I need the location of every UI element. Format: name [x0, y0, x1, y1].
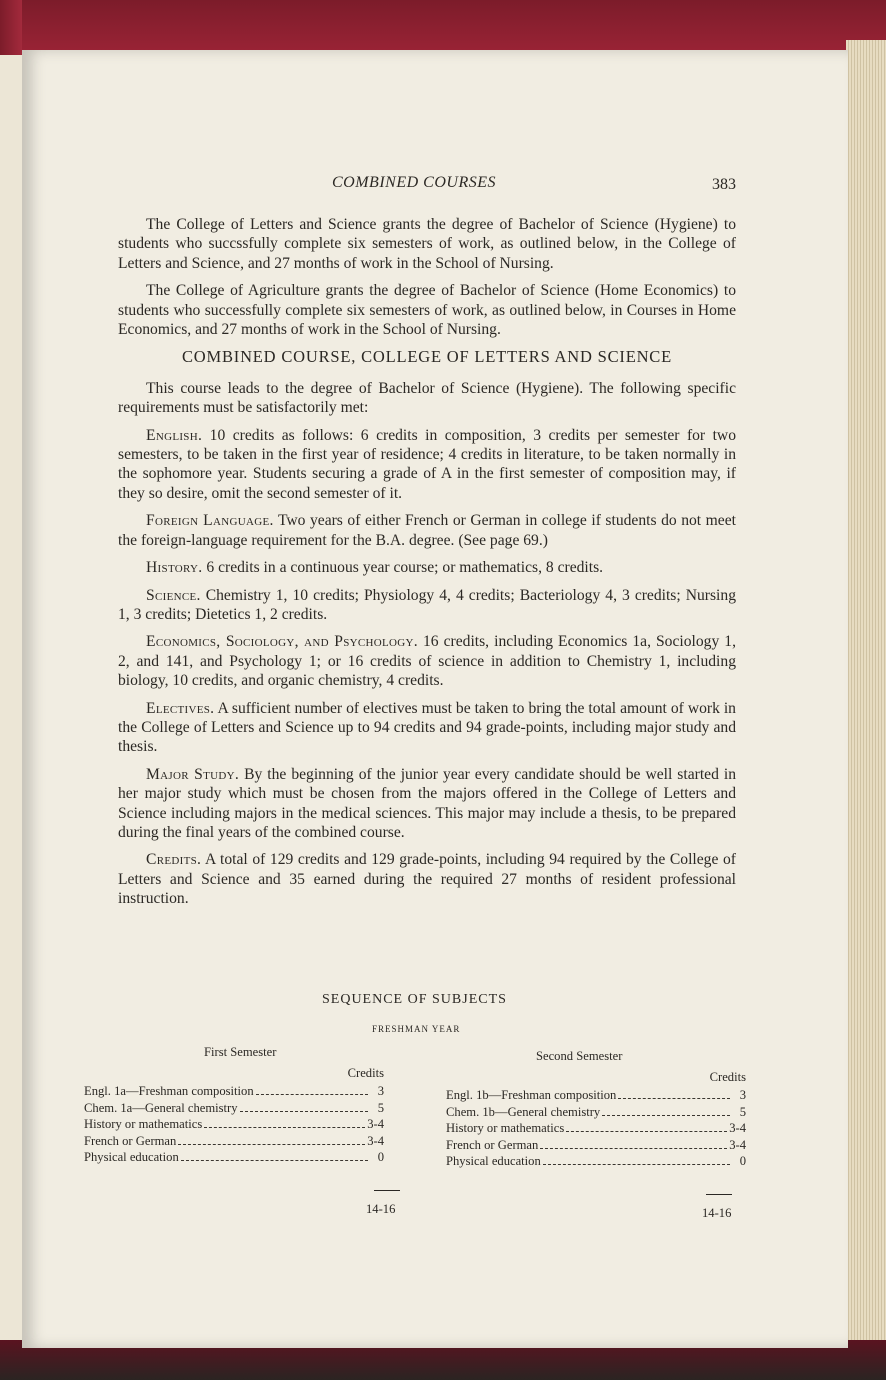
leader-dots — [618, 1098, 730, 1099]
course-name: Engl. 1b—Freshman composition — [446, 1088, 617, 1102]
course-row — [446, 1087, 746, 1104]
running-head: COMBINED COURSES — [332, 174, 496, 191]
leader-dots — [256, 1094, 368, 1095]
requirement-text: A sufficient number of electives must be taken to bring the total amount of work in the College of Letters and Science up to 94 credits and 94 grade-points, including major study and thesis. — [118, 699, 736, 756]
course-credits: 3-4 — [367, 1117, 384, 1131]
requirement-label: Major Study. — [146, 765, 240, 783]
requirement-history — [118, 558, 736, 577]
requirement-electives — [118, 699, 736, 757]
course-name: Physical education — [446, 1154, 541, 1168]
leader-dots — [240, 1111, 368, 1112]
second-semester-column — [446, 1048, 746, 1170]
requirement-text: By the beginning of the junior year every candidate should be well started in her major study which must be chosen from the majors offered in the College of Letters and Science including majors in the medical sciences. This major may include a thesis, to be prepared during the final years of the combined course. — [118, 765, 736, 841]
course-row — [446, 1153, 746, 1170]
leader-dots — [602, 1115, 730, 1116]
course-credits: 3-4 — [367, 1133, 384, 1148]
paragraph: The College of Agriculture grants the degree of Bachelor of Science (Home Economics) to students who successfully complete six semesters of work, as outlined below, in Courses in Home Economics, and 27 months of work in the School of Nursing. — [118, 282, 736, 339]
course-name: Chem. 1b—General chemistry — [446, 1104, 601, 1119]
course-row — [84, 1149, 384, 1166]
requirement-major-study — [118, 765, 736, 843]
requirement-label: History. — [146, 559, 203, 577]
requirement-label: Foreign Language. — [146, 512, 274, 530]
semester-heading: Second Semester — [536, 1049, 623, 1063]
first-semester-column — [84, 1044, 384, 1166]
first-semester-total: 14-16 — [366, 1202, 396, 1216]
course-credits: 3-4 — [729, 1121, 746, 1135]
requirement-text: 16 credits, including Economics 1a, Sociology 1, 2, and 141, and Psychology 1; or 16 credits of science in addition to Chemistry 1, including biology, 10 credits, and organic chemistry, 4 credits. — [118, 633, 736, 690]
requirement-label: English. — [146, 426, 203, 444]
requirement-text: Chemistry 1, 10 credits; Physiology 4, 4 credits; Bacteriology 4, 3 credits; Nursing 1, 3 credits; Dietetics 1, 2 credits. — [118, 586, 736, 623]
page-edges — [846, 40, 886, 1350]
page-body — [118, 215, 736, 917]
course-row — [446, 1104, 746, 1121]
course-name: Engl. 1a—Freshman composition — [84, 1084, 254, 1098]
requirement-economics — [118, 632, 736, 690]
book-page — [22, 50, 848, 1348]
leader-dots — [543, 1164, 730, 1165]
course-name: French or German — [446, 1137, 539, 1152]
requirement-text: Two years of either French or German in college if students do not meet the foreign-language requirement for the B.A. degree. (See page 69.) — [118, 512, 736, 549]
credits-header: Credits — [709, 1069, 746, 1084]
page-number: 383 — [712, 176, 736, 193]
requirement-label: Credits. — [146, 851, 202, 869]
course-credits: 3-4 — [729, 1137, 746, 1152]
requirement-foreign-language — [118, 511, 736, 550]
course-name: Chem. 1a—General chemistry — [84, 1100, 238, 1115]
semester-heading: First Semester — [204, 1045, 277, 1059]
course-row — [446, 1120, 746, 1137]
leader-dots — [204, 1127, 365, 1128]
paragraph: The College of Letters and Science grants the degree of Bachelor of Science (Hygiene) to students who succssfully complete six semesters of work, as outlined below, in the College of Letters and Science, and 27 months of work in the School of Nursing. — [118, 216, 736, 272]
course-row — [84, 1100, 384, 1117]
requirement-text: 10 credits as follows: 6 credits in composition, 3 credits per semester for two semesters, to be taken in the first year of residence; 4 credits in literature, to be taken normally in the sophomore year. Students securing a grade of A in the first semester of composition may, if they so desire, omit the second semester of it. — [118, 426, 736, 502]
leader-dots — [181, 1160, 368, 1161]
course-row — [84, 1116, 384, 1133]
course-row — [84, 1133, 384, 1150]
requirement-text: 6 credits in a continuous year course; or mathematics, 8 credits. — [206, 559, 604, 577]
section-heading: COMBINED COURSE, COLLEGE OF LETTERS AND SCIENCE — [182, 347, 672, 367]
year-heading: FRESHMAN YEAR — [372, 1024, 461, 1034]
course-row — [446, 1137, 746, 1154]
requirement-science — [118, 586, 736, 625]
course-credits: 5 — [377, 1100, 384, 1115]
second-semester-total: 14-16 — [702, 1206, 732, 1220]
requirement-text: A total of 129 credits and 129 grade-points, including 94 required by the College of Letters and Science and 35 earned during the required 27 months of resident professional instruction. — [118, 851, 736, 908]
requirement-label: Electives. — [146, 699, 215, 717]
course-name: Physical education — [84, 1150, 179, 1164]
leader-dots — [178, 1144, 365, 1145]
course-name: History or mathematics — [446, 1121, 565, 1135]
requirement-english — [118, 426, 736, 504]
course-name: French or German — [84, 1133, 177, 1148]
requirement-credits — [118, 850, 736, 908]
requirement-label: Economics, Sociology, and Psychology. — [146, 633, 418, 651]
leader-dots — [566, 1131, 727, 1132]
course-credits: 5 — [739, 1104, 746, 1119]
leader-dots — [540, 1148, 727, 1149]
total-rule — [374, 1190, 400, 1191]
course-row — [84, 1083, 384, 1100]
course-credits: 3 — [739, 1088, 746, 1102]
course-name: History or mathematics — [84, 1117, 203, 1131]
course-credits: 0 — [739, 1154, 746, 1168]
previous-page-edge — [0, 55, 22, 1345]
course-credits: 0 — [377, 1150, 384, 1164]
course-credits: 3 — [377, 1084, 384, 1098]
sequence-title: SEQUENCE OF SUBJECTS — [322, 992, 507, 1007]
credits-header: Credits — [347, 1065, 384, 1080]
paragraph: This course leads to the degree of Bachelor of Science (Hygiene). The following specific requirements must be satisfactorily met: — [118, 379, 736, 417]
total-rule — [706, 1194, 732, 1195]
requirement-label: Science. — [146, 586, 201, 604]
